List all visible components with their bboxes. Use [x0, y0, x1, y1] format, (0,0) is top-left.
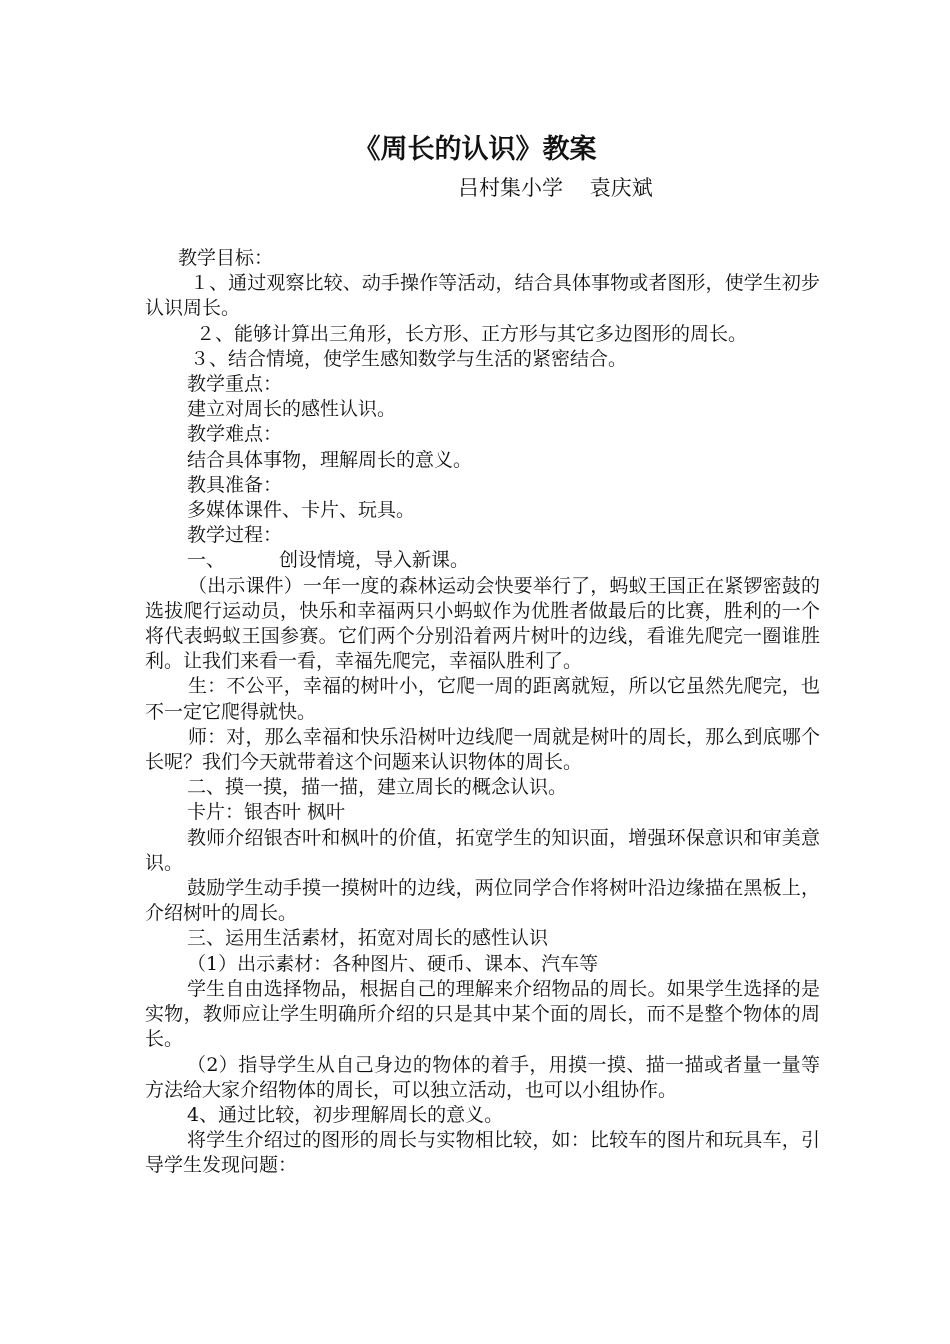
teaching-aids-text: 多媒体课件、卡片、玩具。 — [187, 499, 416, 522]
teacher-response: 师：对，那么幸福和快乐沿树叶边线爬一周就是树叶的周长，那么到底哪个长呢？我们今天就带着这个问题来认识物体的周长。 — [145, 725, 820, 774]
teacher-intro-paragraph: 教师介绍银杏叶和枫叶的价值，拓宽学生的知识面，增强环保意识和审美意识。 — [145, 826, 820, 874]
heading-key-points: 教学重点： — [187, 373, 283, 396]
heading-teaching-goals: 教学目标： — [178, 247, 274, 269]
goal-1: １、通过观察比较、动手操作等活动，结合具体事物或者图形，使学生初步认识周长。 — [145, 272, 820, 320]
document-body — [145, 246, 820, 1179]
goal-2: ２、能够计算出三角形，长方形、正方形与其它多边图形的周长。 — [196, 322, 748, 345]
section-1-text: 创设情境，导入新课。 — [279, 549, 470, 572]
material-item-2: （2）指导学生从自己身边的物体的着手，用摸一摸、描一描或者量一量等方法给大家介绍物体的周长，可以独立活动，也可以小组协作。 — [145, 1053, 820, 1101]
heading-difficulties: 教学难点： — [187, 423, 283, 446]
key-points-text: 建立对周长的感性认识。 — [187, 398, 397, 421]
free-choice-paragraph: 学生自由选择物品，根据自己的理解来介绍物品的周长。如果学生选择的是实物，教师应让学生明确所介绍的只是其中某个面的周长，而不是整个物体的周长。 — [145, 977, 820, 1051]
difficulties-text: 结合具体事物，理解周长的意义。 — [187, 448, 473, 471]
comparison-paragraph: 将学生介绍过的图形的周长与实物相比较，如：比较车的图片和玩具车，引导学生发现问题： — [145, 1129, 820, 1177]
goal-3: ３、结合情境，使学生感知数学与生活的紧密结合。 — [190, 347, 628, 370]
encourage-paragraph: 鼓励学生动手摸一摸树叶的边线，两位同学合作将树叶沿边缘描在黑板上，介绍树叶的周长。 — [145, 877, 820, 925]
material-item-1: （1）出示素材：各种图片、硬币、课本、汽车等 — [187, 952, 599, 975]
cards-line: 卡片：银杏叶 枫叶 — [187, 801, 346, 824]
section-1-heading — [145, 548, 820, 573]
author-line: 吕村集小学 袁庆斌 — [458, 176, 653, 200]
story-paragraph: （出示课件）一年一度的森林运动会快要举行了，蚂蚁王国正在紧锣密鼓的选拔爬行运动员，快乐和幸福两只小蚂蚁作为优胜者做最后的比赛，胜利的一个将代表蚂蚁王国参赛。它们两个分别沿着两片树叶的边线，看谁先爬完一圈谁胜利。让我们来看一看，幸福先爬完，幸福队胜利了。 — [145, 574, 820, 673]
heading-teaching-aids: 教具准备： — [187, 473, 283, 496]
section-1-number: 一、 — [187, 549, 226, 572]
section-3-heading: 三、运用生活素材，拓宽对周长的感性认识 — [187, 927, 549, 950]
student-response: 生：不公平，幸福的树叶小，它爬一周的距离就短，所以它虽然先爬完，也不一定它爬得就快。 — [145, 675, 820, 723]
section-2-heading: 二、摸一摸，描一描，建立周长的概念认识。 — [187, 776, 568, 799]
heading-teaching-process: 教学过程： — [187, 524, 283, 547]
document-title: 《周长的认识》教案 — [353, 134, 597, 165]
section-4-heading: 4、通过比较，初步理解周长的意义。 — [187, 1103, 504, 1126]
